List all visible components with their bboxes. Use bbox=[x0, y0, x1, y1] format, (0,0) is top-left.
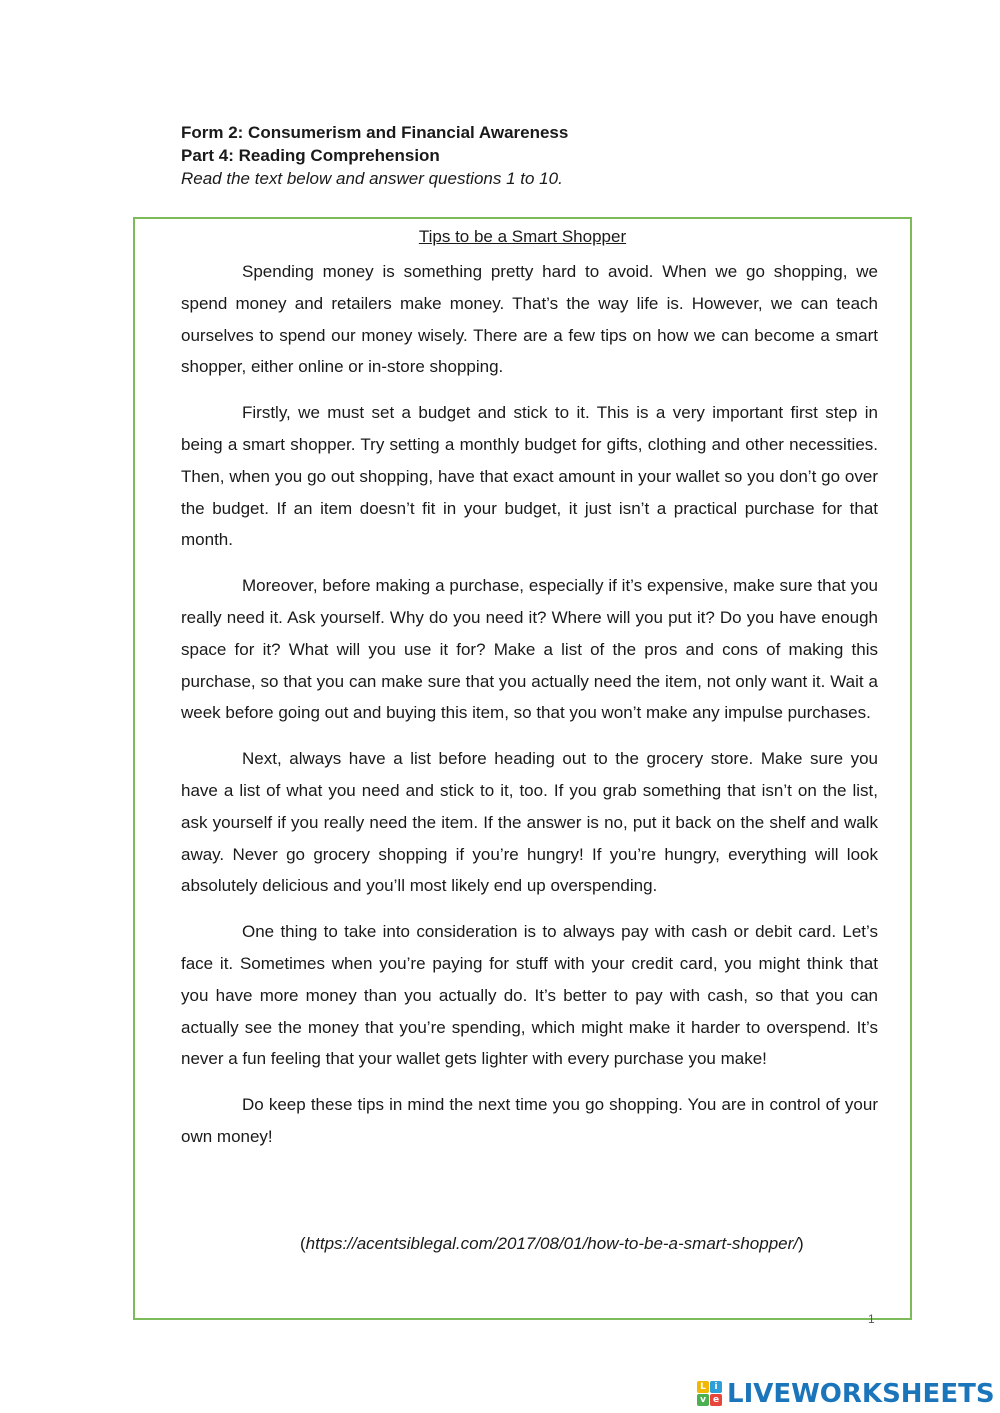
source-close-paren: ) bbox=[798, 1234, 804, 1253]
passage-title: Tips to be a Smart Shopper bbox=[418, 227, 627, 246]
source-citation bbox=[300, 1232, 804, 1256]
instruction-text: Read the text below and answer questions 1 to 10. bbox=[181, 169, 563, 188]
source-open-paren: ( bbox=[300, 1234, 306, 1253]
worksheet-header bbox=[181, 121, 881, 190]
passage-paragraph: Spending money is something pretty hard to avoid. When we go shopping, we spend money and retailers make money. That’s the way life is. However, we can teach ourselves to spend our money wisely. There are a few tips on how we can become a smart shopper, either online or in-store shopping. bbox=[181, 262, 878, 377]
page-number: 1 bbox=[868, 1312, 875, 1326]
passage-paragraph: Next, always have a list before heading out to the grocery store. Make sure you have a list of what you need and stick to it, too. If you grab something that isn’t on the list, ask yourself if you really need the item. If the answer is no, put it back on the shelf and walk away. Never go grocery shopping if you’re hungry! If you’re hungry, everything will look absolutely delicious and you’ll most likely end up overspending. bbox=[181, 749, 878, 896]
logo-letter: i bbox=[710, 1381, 722, 1393]
logo-letter: L bbox=[697, 1381, 709, 1393]
logo-letter: v bbox=[697, 1394, 709, 1406]
passage-paragraph: Firstly, we must set a budget and stick to it. This is a very important first step in being a smart shopper. Try setting a monthly budget for gifts, clothing and other necessities. Then, when you go out shopping, have that exact amount in your wallet so you don’t go over the budget. If an item doesn’t fit in your budget, it just isn’t a practical purchase for that month. bbox=[181, 403, 878, 550]
liveworksheets-logo-icon bbox=[697, 1381, 723, 1407]
liveworksheets-watermark bbox=[697, 1377, 995, 1411]
form-title: Form 2: Consumerism and Financial Awareness bbox=[181, 123, 569, 142]
source-url: https://acentsiblegal.com/2017/08/01/how-to-be-a-smart-shopper/ bbox=[305, 1234, 798, 1253]
passage-paragraph: Do keep these tips in mind the next time you go shopping. You are in control of your own money! bbox=[181, 1095, 878, 1146]
logo-letter: e bbox=[710, 1394, 722, 1406]
part-title: Part 4: Reading Comprehension bbox=[181, 146, 440, 165]
passage-body bbox=[181, 256, 878, 1167]
passage-paragraph: One thing to take into consideration is to always pay with cash or debit card. Let’s face it. Sometimes when you’re paying for stuff with your credit card, you might think that you have more money than you actually do. It’s better to pay with cash, so that you can actually see the money that you’re spending, which might make it harder to overspend. It’s never a fun feeling that your wallet gets lighter with every purchase you make! bbox=[181, 922, 878, 1069]
passage-paragraph: Moreover, before making a purchase, especially if it’s expensive, make sure that you really need it. Ask yourself. Why do you need it? Where will you put it? Do you have enough space for it? What will you use it for? Make a list of the pros and cons of making this purchase, so that you can make sure that you actually need the item, not only want it. Wait a week before going out and buying this item, so that you won’t make any impulse purchases. bbox=[181, 576, 878, 723]
liveworksheets-wordmark: LIVEWORKSHEETS bbox=[727, 1379, 995, 1409]
